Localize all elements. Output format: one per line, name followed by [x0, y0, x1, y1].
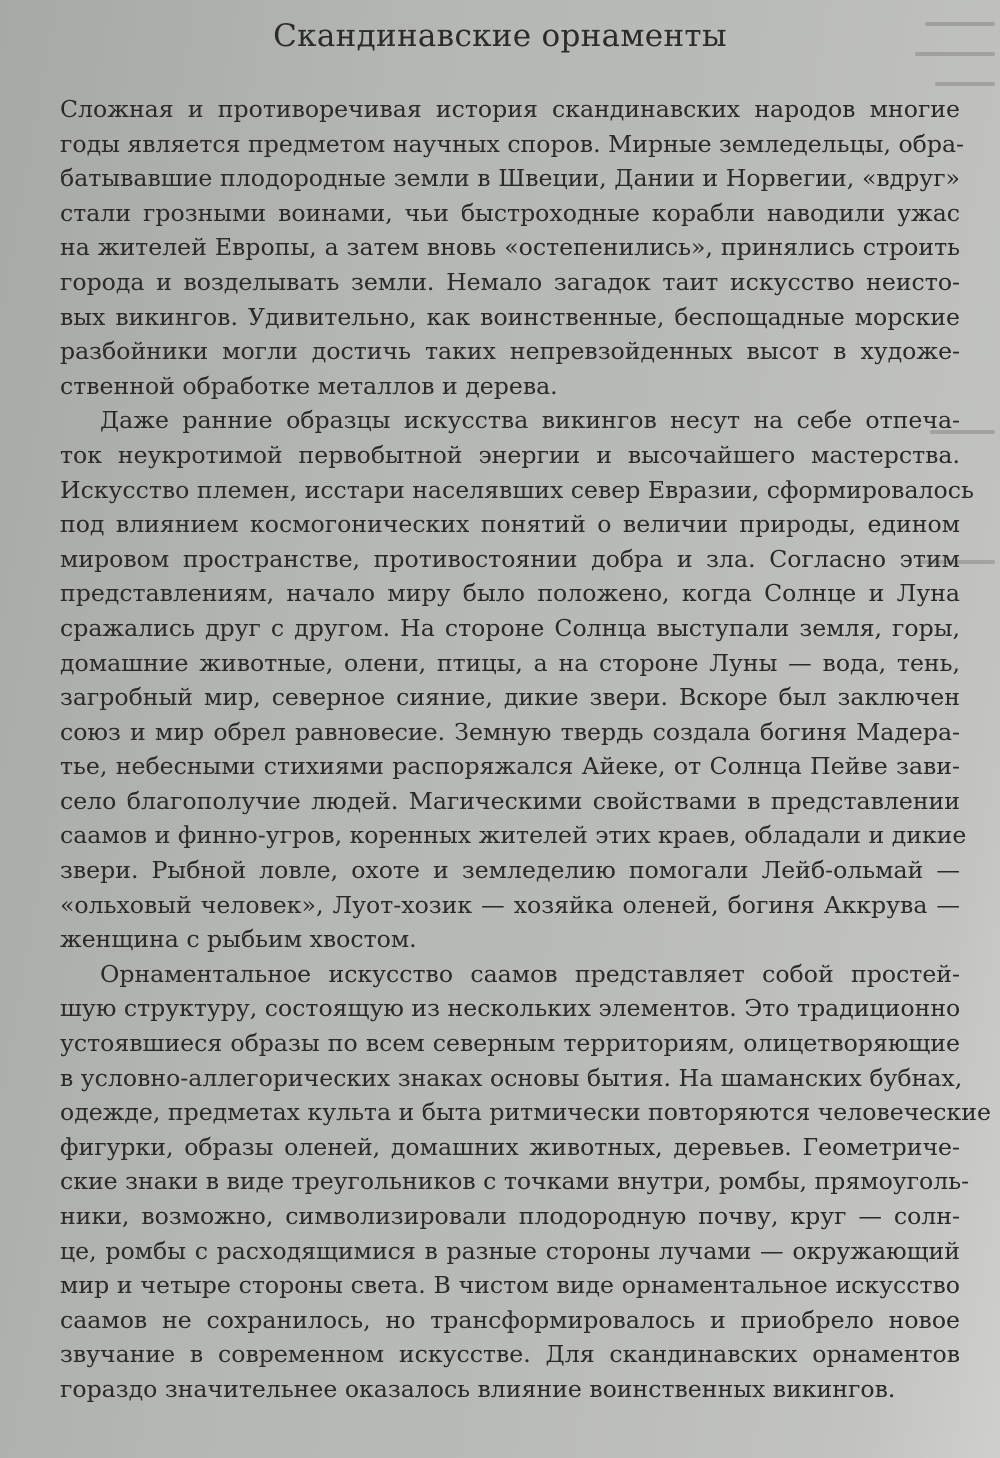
text-line: мировом пространстве, противостоянии добра и зла. Согласно этим: [60, 544, 960, 573]
text-line: саамов не сохранилось, но трансформировалось и приобрело новое: [60, 1305, 960, 1334]
text-line: Сложная и противоречивая история скандинавских народов многие: [60, 95, 960, 123]
text-line: ские знаки в виде треугольников с точками внутри, ромбы, прямоуголь-: [60, 1167, 970, 1196]
text-line: вых викингов. Удивительно, как воинственные, беспощадные морские: [60, 302, 960, 331]
text-line: ники, возможно, символизировали плодородную почву, круг — солн-: [60, 1202, 960, 1230]
text-line: стали грозными воинами, чьи быстроходные корабли наводили ужас: [60, 198, 960, 227]
text-line: на жителей Европы, а затем вновь «остепенились», принялись строить: [60, 233, 960, 262]
text-line: города и возделывать земли. Немало загадок таит искусство неисто-: [60, 267, 960, 296]
text-line: звучание в современном искусстве. Для скандинавских орнаментов: [60, 1340, 960, 1369]
text-line: саамов и финно-угров, коренных жителей этих краев, обладали и дикие: [60, 821, 967, 850]
paragraph-2: [60, 403, 974, 957]
text-line: мир и четыре стороны света. В чистом виде орнаментальное искусство: [60, 1271, 960, 1300]
text-line: представлениям, начало миру было положено, когда Солнце и Луна: [60, 579, 960, 608]
text-line: звери. Рыбной ловле, охоте и земледелию помогали Лейб-ольмай —: [60, 856, 960, 885]
text-line: шую структуру, состоящую из нескольких элементов. Это традиционно: [60, 994, 961, 1023]
paragraph-3: [60, 957, 991, 1407]
text-line: це, ромбы с расходящимися в разные стороны лучами — окружающий: [60, 1236, 960, 1265]
text-line: разбойники могли достичь таких непревзойденных высот в художе-: [60, 337, 960, 366]
text-line: село благополучие людей. Магическими свойствами в представлении: [60, 786, 960, 815]
text-line: фигурки, образы оленей, домашних животных, деревьев. Геометриче-: [60, 1132, 960, 1161]
text-line: «ольховый человек», Луот-хозик — хозяйка оленей, богиня Аккрува —: [60, 890, 960, 919]
text-line: женщина с рыбьим хвостом.: [60, 925, 417, 954]
text-line: годы является предметом научных споров. Мирные земледельцы, обра-: [60, 129, 964, 158]
body-text: [60, 92, 991, 1407]
text-line: Искусство племен, исстари населявших север Евразии, сформировалось: [60, 475, 974, 504]
paragraph-1: [60, 92, 964, 403]
text-line: Даже ранние образцы искусства викингов несут на себе отпеча-: [100, 406, 960, 435]
text-line: домашние животные, олени, птицы, а на стороне Луны — вода, тень,: [60, 648, 960, 677]
text-line: одежде, предметах культа и быта ритмически повторяются человеческие: [60, 1098, 991, 1127]
text-line: сражались друг с другом. На стороне Солнца выступали земля, горы,: [60, 613, 960, 642]
page-title: Скандинавские орнаменты: [273, 18, 727, 54]
text-line: загробный мир, северное сияние, дикие звери. Вскоре был заключен: [60, 683, 960, 712]
text-line: устоявшиеся образы по всем северным территориям, олицетворяющие: [60, 1029, 960, 1058]
text-line: гораздо значительнее оказалось влияние воинственных викингов.: [60, 1374, 896, 1403]
text-line: союз и мир обрел равновесие. Земную твердь создала богиня Мадера-: [60, 717, 960, 746]
text-line: Орнаментальное искусство саамов представляет собой простей-: [100, 959, 960, 988]
text-line: ственной обработке металлов и дерева.: [60, 371, 558, 400]
text-line: под влиянием космогонических понятий о величии природы, едином: [60, 510, 960, 539]
text-line: ток неукротимой первобытной энергии и высочайшего мастерства.: [60, 440, 960, 469]
text-line: батывавшие плодородные земли в Швеции, Дании и Норвегии, «вдруг»: [60, 164, 960, 193]
text-line: в условно-аллегорических знаках основы бытия. На шаманских бубнах,: [60, 1063, 963, 1092]
text-line: тье, небесными стихиями распоряжался Айеке, от Солнца Пейве зави-: [60, 752, 960, 781]
